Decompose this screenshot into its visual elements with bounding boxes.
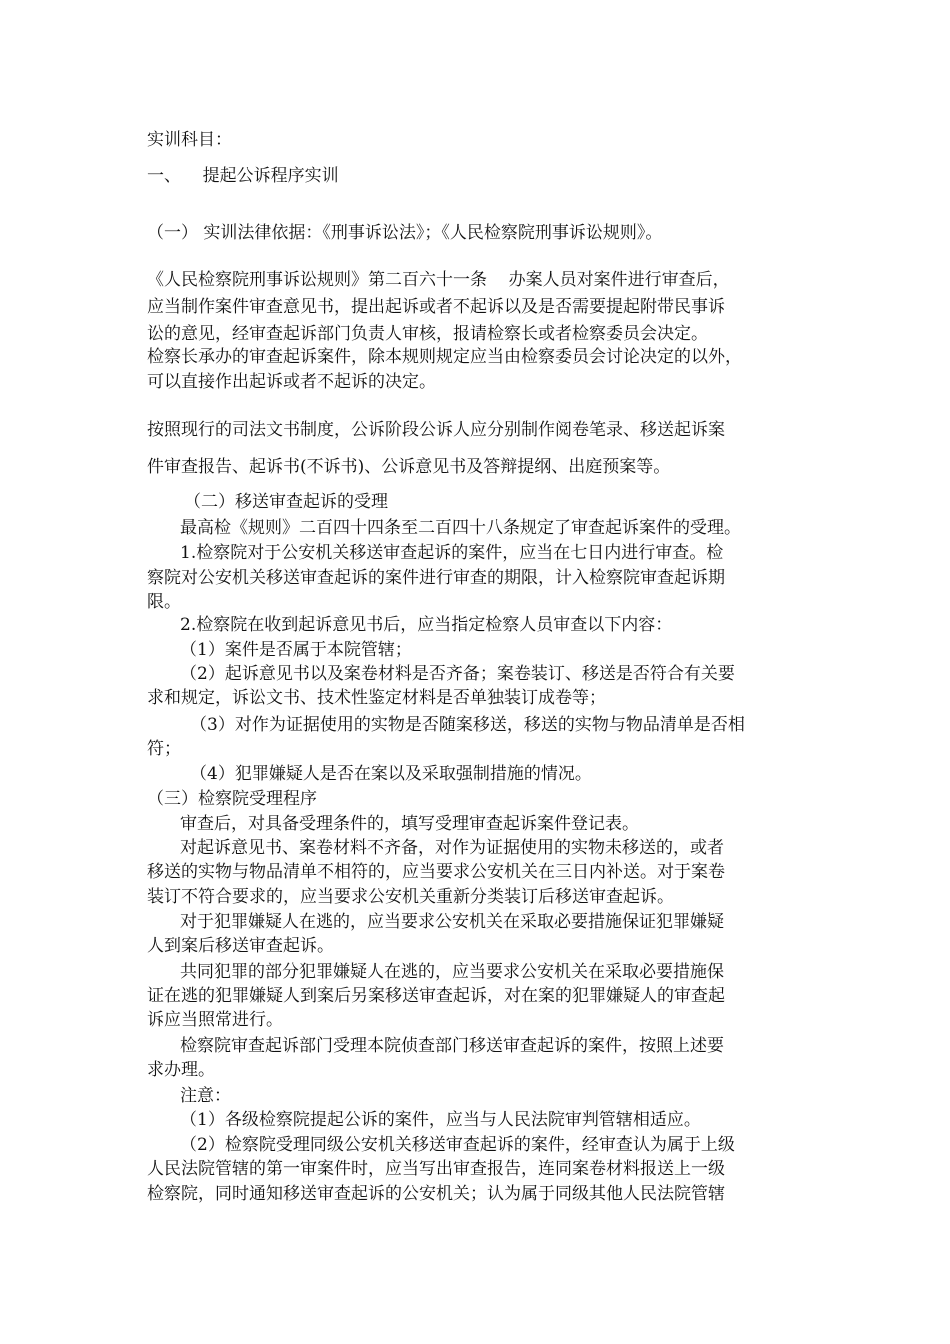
body-line: 求和规定，诉讼文书、技术性鉴定材料是否单独装订成卷等； bbox=[147, 688, 606, 708]
body-line: 求办理。 bbox=[147, 1060, 215, 1080]
body-line: 限。 bbox=[147, 592, 181, 612]
rule-line: 应当制作案件审查意见书，提出起诉或者不起诉以及是否需要提起附带民事诉 bbox=[147, 297, 725, 317]
rule-line: 讼的意见，经审查起诉部门负责人审核，报请检察长或者检察委员会决定。 bbox=[147, 324, 708, 344]
section-title: 一、 提起公诉程序实训 bbox=[147, 166, 339, 186]
practice-line: 按照现行的司法文书制度，公诉阶段公诉人应分别制作阅卷笔录、移送起诉案 bbox=[147, 420, 725, 440]
body-line: 移送的实物与物品清单不相符的，应当要求公安机关在三日内补送。对于案卷 bbox=[147, 862, 725, 882]
rule-line: 可以直接作出起诉或者不起诉的决定。 bbox=[147, 372, 436, 392]
practice-line: 件审查报告、起诉书(不诉书)、公诉意见书及答辩提纲、出庭预案等。 bbox=[147, 457, 671, 477]
body-line: 检察院审查起诉部门受理本院侦查部门移送审查起诉的案件，按照上述要 bbox=[180, 1036, 724, 1056]
subsection-title: （二）移送审查起诉的受理 bbox=[184, 492, 388, 512]
body-line: 共同犯罪的部分犯罪嫌疑人在逃的，应当要求公安机关在采取必要措施保 bbox=[180, 962, 724, 982]
document-heading: 实训科目： bbox=[147, 130, 232, 150]
body-line: 检察院，同时通知移送审查起诉的公安机关；认为属于同级其他人民法院管辖 bbox=[147, 1184, 725, 1204]
list-item: （2）起诉意见书以及案卷材料是否齐备；案卷装订、移送是否符合有关要 bbox=[180, 664, 735, 684]
list-item: （4）犯罪嫌疑人是否在案以及采取强制措施的情况。 bbox=[190, 764, 592, 784]
list-item: （3）对作为证据使用的实物是否随案移送，移送的实物与物品清单是否相 bbox=[190, 715, 745, 735]
list-item: （1）案件是否属于本院管辖； bbox=[180, 640, 412, 660]
body-line: 符； bbox=[147, 739, 181, 759]
body-line: 察院对公安机关移送审查起诉的案件进行审查的期限，计入检察院审查起诉期 bbox=[147, 568, 725, 588]
rule-line: 检察长承办的审查起诉案件，除本规则规定应当由检察委员会讨论决定的以外， bbox=[147, 347, 742, 367]
body-line: 最高检《规则》二百四十四条至二百四十八条规定了审查起诉案件的受理。 bbox=[180, 518, 741, 538]
body-line: 2.检察院在收到起诉意见书后，应当指定检察人员审查以下内容： bbox=[180, 615, 673, 635]
list-item: （1）各级检察院提起公诉的案件，应当与人民法院审判管辖相适应。 bbox=[180, 1110, 701, 1130]
note-heading: 注意： bbox=[180, 1086, 231, 1106]
rule-line: 《人民检察院刑事诉讼规则》第二百六十一条 办案人员对案件进行审查后， bbox=[147, 270, 730, 290]
body-line: 装订不符合要求的，应当要求公安机关重新分类装订后移送审查起诉。 bbox=[147, 887, 674, 907]
legal-basis-line: （一） 实训法律依据：《刑事诉讼法》；《人民检察院刑事诉讼规则》。 bbox=[147, 223, 663, 243]
subsection-title: （三）检察院受理程序 bbox=[147, 789, 317, 809]
body-line: 人民法院管辖的第一审案件时，应当写出审查报告，连同案卷材料报送上一级 bbox=[147, 1159, 725, 1179]
body-line: 1.检察院对于公安机关移送审查起诉的案件，应当在七日内进行审查。检 bbox=[180, 543, 724, 563]
body-line: 证在逃的犯罪嫌疑人到案后另案移送审查起诉，对在案的犯罪嫌疑人的审查起 bbox=[147, 986, 725, 1006]
list-item: （2）检察院受理同级公安机关移送审查起诉的案件，经审查认为属于上级 bbox=[180, 1135, 735, 1155]
body-line: 人到案后移送审查起诉。 bbox=[147, 936, 334, 956]
body-line: 对于犯罪嫌疑人在逃的，应当要求公安机关在采取必要措施保证犯罪嫌疑 bbox=[180, 912, 724, 932]
body-line: 诉应当照常进行。 bbox=[147, 1010, 283, 1030]
body-line: 审查后，对具备受理条件的，填写受理审查起诉案件登记表。 bbox=[180, 814, 639, 834]
body-line: 对起诉意见书、案卷材料不齐备，对作为证据使用的实物未移送的，或者 bbox=[180, 838, 724, 858]
